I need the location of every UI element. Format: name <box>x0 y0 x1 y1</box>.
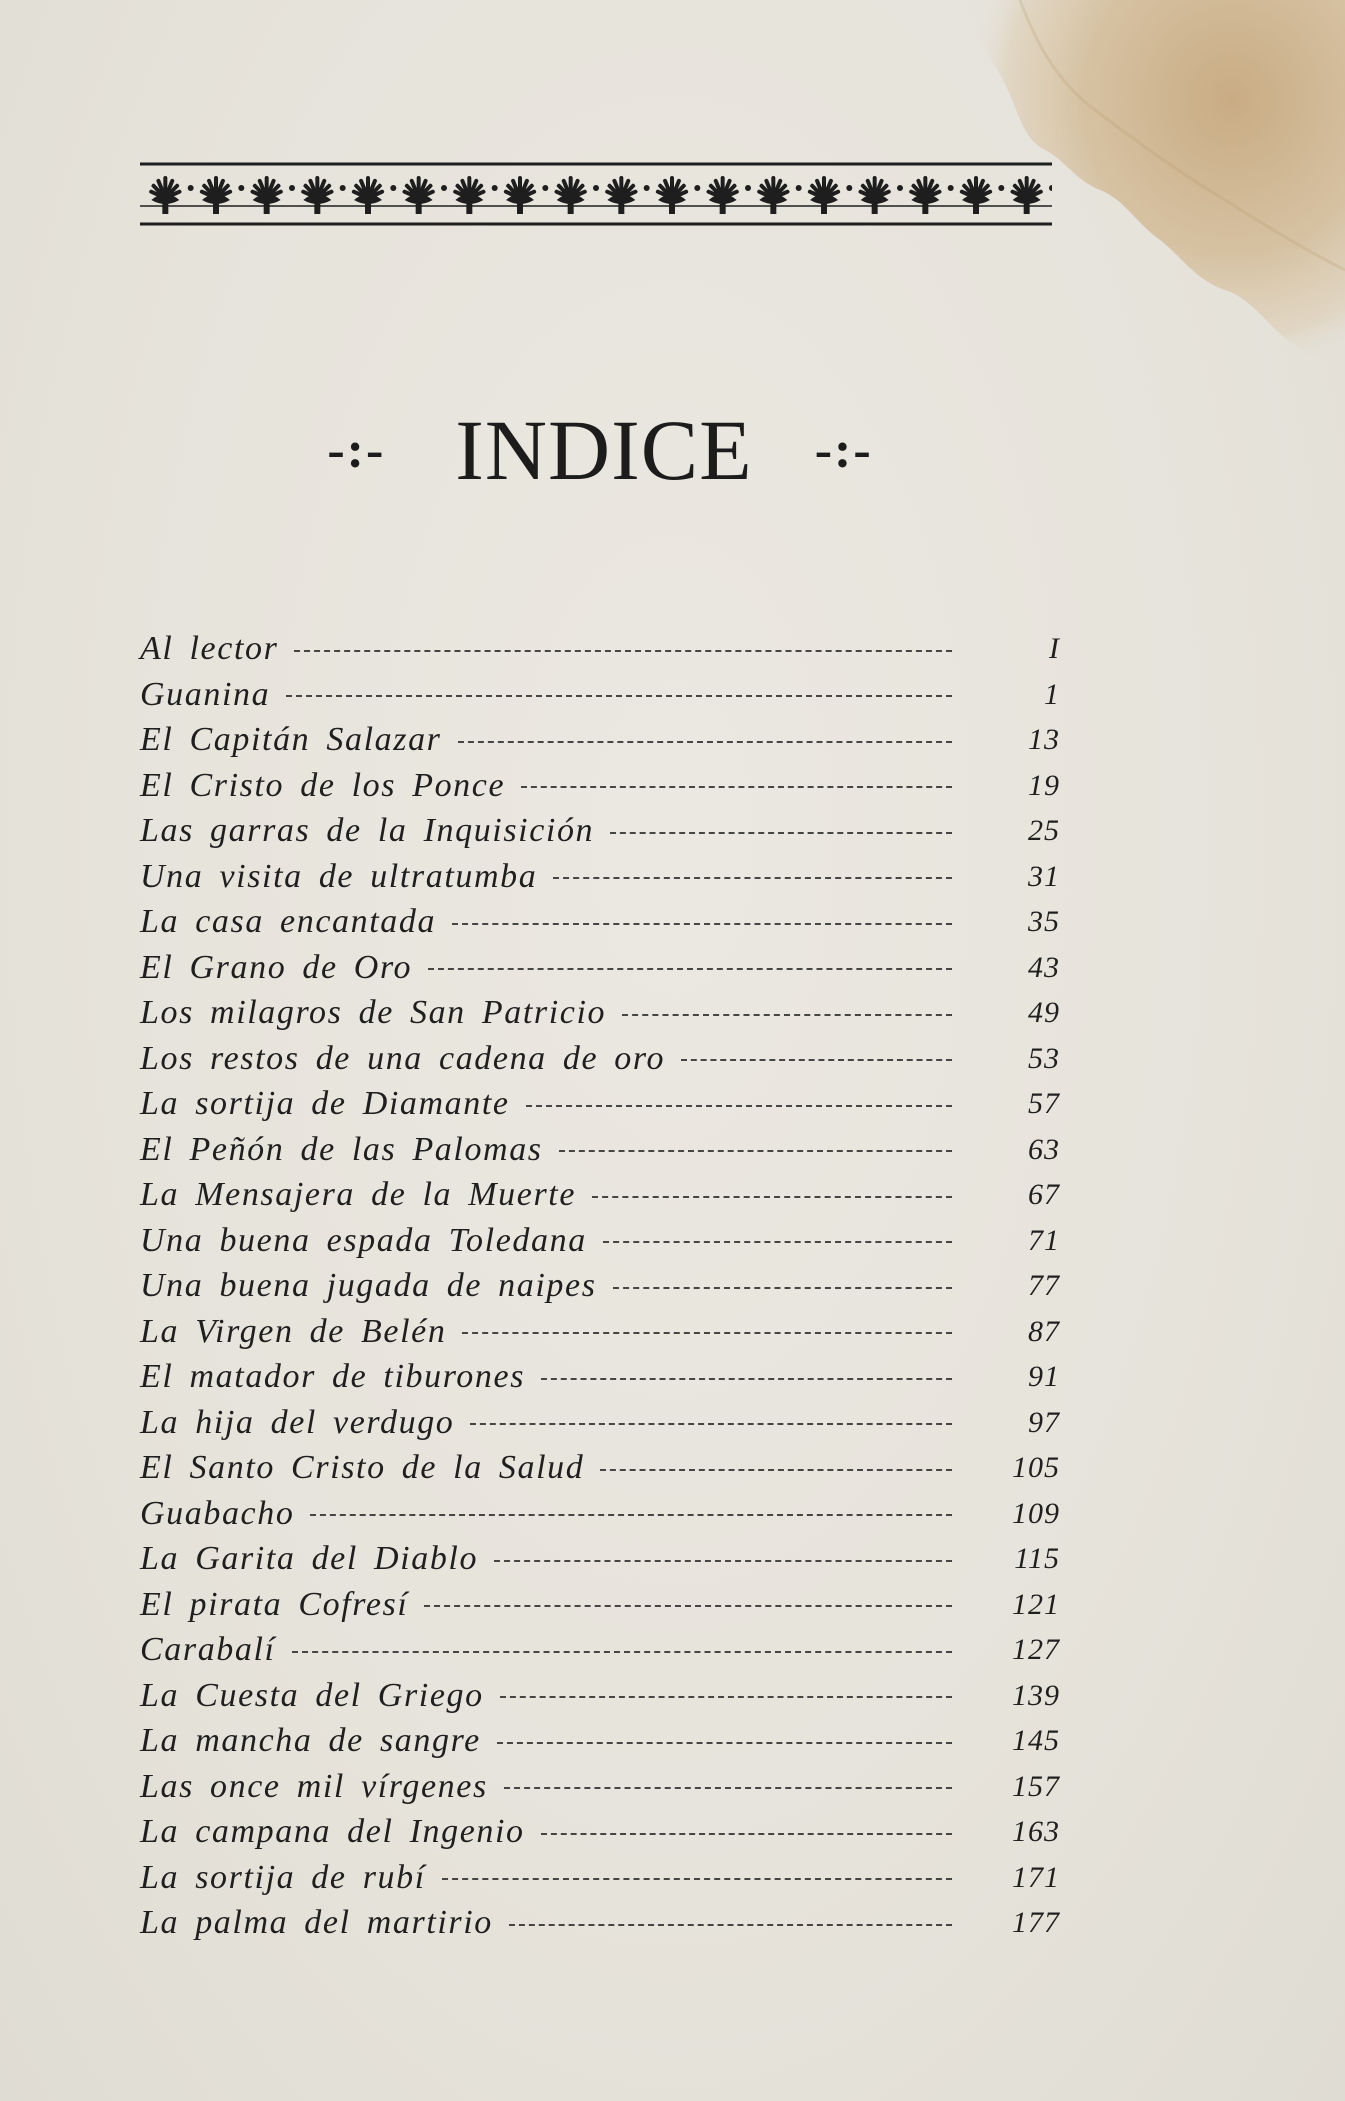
dash-leader <box>613 1287 952 1289</box>
toc-entry-title: Guabacho <box>140 1494 295 1532</box>
toc-entry-title: Las garras de la Inquisición <box>140 812 595 849</box>
toc-entry <box>140 1855 1060 1901</box>
toc-entry-page-number: 127 <box>1012 1633 1060 1666</box>
dash-leader <box>452 923 952 925</box>
toc-entry <box>140 672 1060 718</box>
dash-leader <box>500 1696 952 1698</box>
palmette-motif <box>709 178 751 214</box>
toc-entry <box>140 717 1060 763</box>
toc-entry <box>140 626 1060 672</box>
toc-entry <box>140 1218 1060 1264</box>
toc-entry-page-number: 77 <box>1028 1269 1060 1302</box>
toc-entry-title: La sortija de Diamante <box>140 1085 510 1122</box>
palmette-motif <box>303 178 345 214</box>
toc-entry-page-number: 87 <box>1028 1314 1060 1348</box>
toc-entry-title: Una visita de ultratumba <box>140 857 538 895</box>
dash-leader <box>462 1332 952 1334</box>
palmette-motif <box>658 178 700 214</box>
toc-entry-page-number: 31 <box>1028 859 1060 893</box>
dash-leader <box>294 650 952 652</box>
toc-entry-title: La mancha de sangre <box>140 1722 481 1759</box>
dash-leader <box>428 968 952 970</box>
dash-leader <box>286 695 952 697</box>
dash-leader <box>559 1150 952 1152</box>
toc-entry <box>140 1400 1060 1446</box>
dash-leader <box>494 1560 952 1562</box>
toc-entry-page-number: 25 <box>1028 814 1060 847</box>
dash-leader <box>504 1787 952 1789</box>
toc-entry-page-number: 163 <box>1012 1815 1060 1848</box>
toc-entry <box>140 1445 1060 1491</box>
toc-entry <box>140 945 1060 991</box>
palmette-motif <box>557 178 599 214</box>
toc-entry-title: La Cuesta del Griego <box>140 1676 484 1714</box>
toc-entry-title: Al lector <box>140 630 279 667</box>
toc-entry <box>140 763 1060 809</box>
dash-leader <box>610 832 952 834</box>
toc-entry-page-number: 157 <box>1012 1769 1060 1803</box>
palmette-motif <box>962 178 1004 214</box>
toc-entry-title: Guanina <box>140 675 271 713</box>
palmette-motif <box>253 178 295 214</box>
page-title: INDICE <box>455 402 753 498</box>
dash-leader <box>521 786 952 788</box>
toc-entry-page-number: 121 <box>1012 1587 1060 1621</box>
toc-entry-title: Los milagros de San Patricio <box>140 994 607 1031</box>
palmette-motif <box>455 178 497 214</box>
palmette-motif <box>911 178 953 214</box>
dash-leader <box>424 1605 952 1607</box>
toc-entry <box>140 1081 1060 1127</box>
palmette-motif <box>810 178 852 214</box>
palmette-motif <box>151 178 193 214</box>
toc-entry-title: Las once mil vírgenes <box>140 1767 488 1805</box>
toc-entry-page-number: 13 <box>1028 723 1060 756</box>
toc-entry <box>140 1718 1060 1764</box>
toc-entry <box>140 1354 1060 1400</box>
toc-entry-page-number: 1 <box>1044 677 1060 711</box>
toc-entry-title: Los restos de una cadena de oro <box>140 1039 666 1077</box>
palmette-motif <box>607 178 649 214</box>
toc-entry <box>140 899 1060 945</box>
toc-entry <box>140 1627 1060 1673</box>
toc-entry <box>140 1491 1060 1537</box>
toc-entry-title: El Santo Cristo de la Salud <box>140 1449 585 1486</box>
toc-entry <box>140 1536 1060 1582</box>
toc-entry <box>140 854 1060 900</box>
dash-leader <box>541 1378 952 1380</box>
toc-entry-page-number: 71 <box>1028 1223 1060 1257</box>
toc-entry-page-number: 145 <box>1012 1724 1060 1757</box>
toc-entry-page-number: I <box>1049 632 1060 665</box>
toc-entry-page-number: 105 <box>1012 1451 1060 1484</box>
toc-entry-title: Una buena espada Toledana <box>140 1221 587 1259</box>
palmette-motif <box>759 178 801 214</box>
toc-entry-page-number: 109 <box>1012 1496 1060 1530</box>
toc-entry-title: La Virgen de Belén <box>140 1312 447 1350</box>
heading-decoration-left: -:- <box>327 421 386 479</box>
toc-entry-title: El Grano de Oro <box>140 948 413 986</box>
dash-leader <box>541 1833 952 1835</box>
toc-entry-page-number: 57 <box>1028 1087 1060 1120</box>
dash-leader <box>292 1651 952 1653</box>
toc-entry <box>140 1809 1060 1855</box>
palmette-motif <box>506 178 548 214</box>
toc-entry <box>140 1036 1060 1082</box>
toc-entry-title: El Capitán Salazar <box>140 721 442 758</box>
toc-entry-page-number: 67 <box>1028 1178 1060 1211</box>
toc-entry-title: Una buena jugada de naipes <box>140 1267 597 1304</box>
toc-entry-page-number: 171 <box>1012 1860 1060 1894</box>
toc-entry-title: La Garita del Diablo <box>140 1540 479 1577</box>
toc-entry <box>140 1263 1060 1309</box>
toc-entry-page-number: 53 <box>1028 1041 1060 1075</box>
toc-entry <box>140 1309 1060 1355</box>
index-heading <box>0 400 1200 500</box>
toc-entry <box>140 808 1060 854</box>
toc-entry-page-number: 49 <box>1028 996 1060 1029</box>
dash-leader <box>681 1059 952 1061</box>
dash-leader <box>526 1105 952 1107</box>
toc-entry-page-number: 115 <box>1014 1542 1060 1575</box>
dash-leader <box>470 1423 952 1425</box>
palmette-motif <box>1013 178 1052 214</box>
palmette-motif <box>202 178 244 214</box>
toc-entry-title: El Peñón de las Palomas <box>140 1130 543 1168</box>
dash-leader <box>458 741 953 743</box>
palmette-motif <box>861 178 903 214</box>
toc-entry-title: La hija del verdugo <box>140 1403 455 1441</box>
toc-entry <box>140 1673 1060 1719</box>
palmette-motif <box>405 178 447 214</box>
toc-entry-title: El pirata Cofresí <box>140 1585 409 1623</box>
dash-leader <box>553 877 952 879</box>
dash-leader <box>497 1742 952 1744</box>
table-of-contents <box>140 626 1060 1946</box>
toc-entry-title: La Mensajera de la Muerte <box>140 1176 577 1213</box>
dash-leader <box>509 1924 952 1926</box>
toc-entry-title: Carabalí <box>140 1631 276 1668</box>
toc-entry-title: El matador de tiburones <box>140 1358 526 1395</box>
toc-entry <box>140 1172 1060 1218</box>
toc-entry-page-number: 43 <box>1028 950 1060 984</box>
toc-entry <box>140 1582 1060 1628</box>
toc-entry-title: La sortija de rubí <box>140 1858 426 1896</box>
dash-leader <box>603 1241 952 1243</box>
toc-entry <box>140 1127 1060 1173</box>
dash-leader <box>592 1196 952 1198</box>
toc-entry-title: La palma del martirio <box>140 1904 493 1941</box>
toc-entry-title: La casa encantada <box>140 903 437 940</box>
toc-entry-title: El Cristo de los Ponce <box>140 766 506 804</box>
toc-entry-page-number: 139 <box>1012 1678 1060 1712</box>
toc-entry-page-number: 63 <box>1028 1132 1060 1166</box>
toc-entry-page-number: 35 <box>1028 905 1060 938</box>
toc-entry-page-number: 91 <box>1028 1360 1060 1393</box>
palmette-motif <box>354 178 396 214</box>
dash-leader <box>600 1469 952 1471</box>
toc-entry <box>140 990 1060 1036</box>
toc-entry <box>140 1900 1060 1946</box>
toc-entry <box>140 1764 1060 1810</box>
palmette-border-ornament <box>140 158 1052 230</box>
dash-leader <box>442 1878 952 1880</box>
dash-leader <box>310 1514 952 1516</box>
toc-entry-page-number: 19 <box>1028 768 1060 802</box>
toc-entry-title: La campana del Ingenio <box>140 1813 525 1850</box>
heading-decoration-right: -:- <box>814 421 873 479</box>
dash-leader <box>622 1014 952 1016</box>
toc-entry-page-number: 97 <box>1028 1405 1060 1439</box>
toc-entry-page-number: 177 <box>1012 1906 1060 1939</box>
